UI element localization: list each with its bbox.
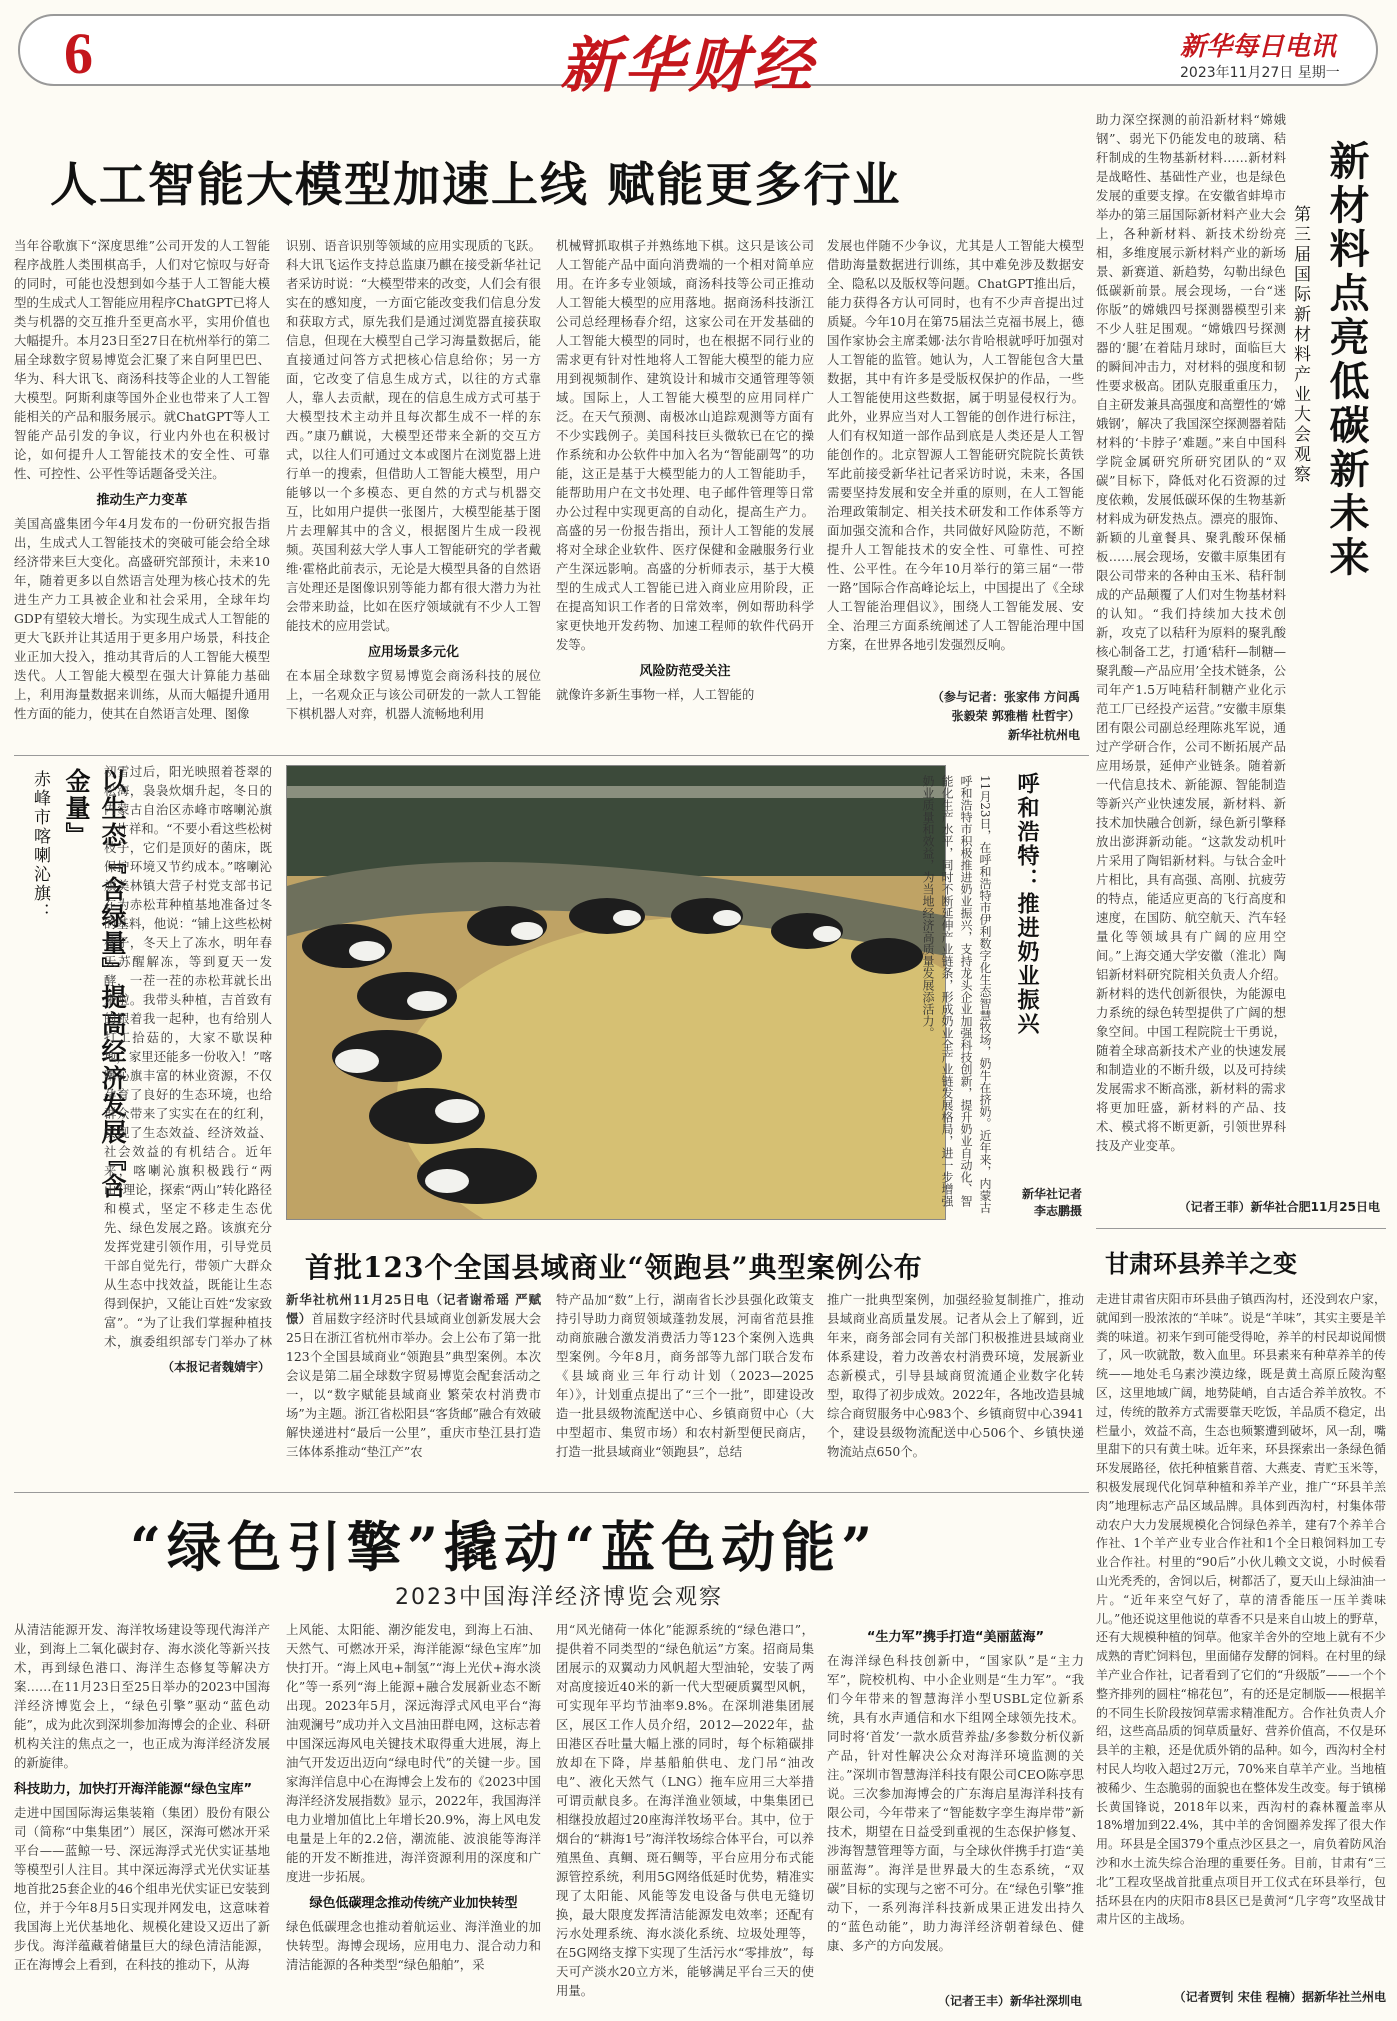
ocean-subheading: 科技助力，加快打开海洋能源“绿色宝库”: [14, 1782, 253, 1797]
ocean-column-2: 上风能、太阳能、潮汐能发电，到海上石油、天然气、可燃冰开采，海洋能源“绿色宝库”加快打开。“海上风电+制氢”“海上光伏+海水淡化”等一系列“海上能源+融合发展新业态不断出现。2023年5月，深远海浮式风电平台“海油观澜号”成功并入文昌油田群电网，这标志着中国深远海风电关键技术取得重大进展，海上油气开发迈出迈向“绿电时代”的关键一步。国家海洋信息中心在海博会上发布的《2023中国海洋经济发展指数》显示，2022年，我国海洋电力业增加值比上年增长20.9%，海上风电发电量是上年的2.2倍，潮流能、波浪能等海洋能的开发不断推进，海洋资源利用的深度和广度进一步拓展。 绿色低碳理念推动传统产业加快转型 绿色低碳理念也推动着航运业、海洋渔业的加快转型。海博会现场，应用电力、混合动力和清洁能源的各种类型“绿色船舶”，采: [286, 1622, 541, 1972]
sheep-body: 走进甘肃省庆阳市环县曲子镇西沟村，还没到农户家，就闻到一股浓浓的“羊味”。说是“羊味”，其实主要是羊粪的味道。初来乍到可能受得呛，养羊的村民却说闻惯了，风一吹就散，数入血里。环县素来有种草养羊的传统——地处毛乌素沙漠边缘，既是黄土高原丘陵沟壑区，这里地域广阔，地势陡峭，自古适合养羊放牧。不过，传统的散养方式需要靠天吃饭，羊品质不稳定，出栏量小，效益不高，生态也频繁遭到破坏，风一刮，嘴里甜下的只有黄土味。近年来，环县探索出一条绿色循环发展路径，依托种植紫苜蓿、大燕麦、青贮玉米等，积极发展现代化饲草种植和养羊产业，推广“环县羊羔肉”地理标志产品区域品牌。具体到西沟村，村集体带动农户大力发展规模化合饲绿色养羊，建有7个养羊合作社、1个羊产业专业合作社和1个全日粮饲料加工专业合作社。村里的“90后”小伙儿赖文文说，小时候看山光秃秃的，舍饲以后，树都活了，夏天山上绿油油一片。“近年来空气好了，草的清香能压一压羊粪味儿。”他还说这里他说的草香不只是来自山坡上的野草，还有大规模种植的饲草。他家羊舍外的空地上就有不少成熟的青贮饲料包，里面储存发酵的饲料。在村里的绿羊产业合作社，记者看到了它们的“升级版”——一个个整齐排列的圆柱“棉花包”，有的还是定制版——根据羊的不同生长阶段按饲草需求精准配方。合作社负责人介绍，这些高品质的饲草质量好、营养价值高，不仅是环县羊的主粮，还是优质外销的品种。如今，西沟村全村村民人均收入超过2万元，70%来自草羊产业。当地植被稀少、生态脆弱的面貌也在整体发生改变。每于镇梯长黄国锋说，2018年以来，西沟村的森林覆盖率从18%增加到22.4%，其中羊的舍饲圈养发挥了很大作用。环县是全国379个重点沙区县之一，肩负着防风治沙和水土流失综合治理的重要任务。目前，甘肃有“三北”工程攻坚战首批重点项目开工仪式在环县举行，包括环县在内的庆阳市8县区已是黄河“几字弯”攻坚战甘肃片区的主战场。: [1096, 1292, 1386, 1927]
ai-paragraph: 就像许多新生事物一样，人工智能的: [556, 687, 755, 702]
ai-paragraph: 发展也伴随不少争议，尤其是人工智能大模型借助海量数据进行训练，其中难免涉及数据安全、隐私以及版权等问题。ChatGPT推出后，能力获得各方认可同时，也有不少声音提出过质疑。今年10月在第75届法兰克福书展上，德国作家协会主席柔娜·法尔肯哈根就呼吁加强对人工智能的监管。她认为，人工智能包含大量数据，其中有许多是受版权保护的作品，一些人工智能使用这些数据，属于明显侵权行为。此外，业界应当对人工智能的创作进行标注，人们有权知道一部作品到底是人类还是人工智能创作的。北京智源人工智能研究院院长黄铁军此前接受新华社记者采访时说，未来，各国需要坚持发展和安全并重的原则，在人工智能治理政策制定、相关技术研发和工作体系等方面加强交流和合作，共同做好风险防范，不断提升人工智能技术的安全性、可靠性、可控性、公平性。在今年10月举行的第三届“一带一路”国际合作高峰论坛上，中国提出了《全球人工智能治理倡议》，围绕人工智能发展、安全、治理三方面系统阐述了人工智能治理中国方案，在世界各地引发强烈反响。: [827, 238, 1084, 652]
divider: [1096, 1228, 1386, 1229]
photo-credit: 新华社记者 李志鹏摄: [1021, 1187, 1082, 1218]
county-column-3: 推广一批典型案例，加强经验复制推广，推动县域商业高质量发展。记者从会上了解到，近年来，商务部会同有关部门积极推进县域商业体系建设，着力改善农村消费环境，发展新业态新模式，引导县域商贸流通企业数字化转型，取得了初步成效。2022年，各地改造县城综合商贸服务中心983个、乡镇商贸中心3941个，建设县级物流配送中心506个、乡镇快递物流站点650个。: [827, 1292, 1084, 1459]
dairy-title: 呼和浩特：推进奶业振兴: [1014, 772, 1040, 1036]
ocean-column-4: “生力军”携手打造“美丽蓝海” 在海洋绿色科技创新中，“国家队”是“主力军”，院校机构、中小企业则是“生力军”。“我们今年带来的智慧海洋小型USBL定位新系统，具有水声通信和水下组网全球领先技术。同时将‘首发’一款水质营养盐/多参数分析仪新产品，针对性解决公众对海洋环境监测的关注。”深圳市智慧海洋科技有限公司CEO陈亭思说。三次参加海博会的广东海启星海洋科技有限公司，今年带来了“智能数字孪生海岸带”新技术，期望在日益受到重视的生态保护修复、涉海智慧管理等方面，与全球伙伴携手打造“美丽蓝海”。海洋是世界最大的生态系统，“双碳”目标的实现与之密不可分。在“绿色引擎”推动下，一系列海洋科技新成果正进发出持久的“蓝色动能”，助力海洋经济朝着绿色、健康、多产的方向发展。: [827, 1620, 1084, 1990]
chifeng-body: 初雪过后，阳光映照着苍翠的松海，袅袅炊烟升起，冬日的内蒙古自治区赤峰市喀喇沁旗一片祥和。“不要小看这些松树枝子，它们是顶好的菌床，既保护环境又节约成本。”喀喇沁旗美林镇大营子村党支部书记在为赤松茸种植基地准备过冬的基料，他说：“铺上这些松树枝子，冬天上了冻水，明年春天苏醒解冻，等到夏天一发酵，一茬一茬的赤松茸就长出来啦。我带头种植，吉首致有的跟着我一起种，也有给别人打工拾菇的，大家不歇误种地，家里还能多一份收入！”喀喇沁旗丰富的林业资源，不仅孕育了良好的生态环境，也给群众带来了实实在在的红利，实现了生态效益、经济效益、社会效益的有机结合。近年来，喀喇沁旗积极践行“两山”理论，探索“两山”转化路径和模式，坚定不移走生态优先、绿色发展之路。该旗充分发挥党建引领作用，引导党员干部自觉先行，带领广大群众从生态中找效益，既能让生态得到保护，又能让百姓“发家致富”。“为了让我们掌握种植技术，旗委组织部专门举办了林: [104, 764, 272, 1349]
ocean-subheading: 绿色低碳理念推动传统产业加快转型: [309, 1896, 518, 1911]
materials-credit: （记者王菲）新华社合肥11月25日电: [1178, 1200, 1380, 1214]
ai-paragraph: 美国高盛集团今年4月发布的一份研究报告指出，生成式人工智能技术的突破可能会给全球经济带来巨大变化。高盛研究部预计，未来10年，随着更多以自然语言处理为核心技术的先进生产力工具被企业和社会采用，全球年均GDP有望较大增长。为实现生成式人工智能的更大飞跃并让其适用于更多用户场景，科技企业正加大投入，推动其背后的人工智能大模型迭代。人工智能大模型在强大计算能力基础上，利用海量数据来训练，从而大幅提升通用性方面的能力，使其在自然语言处理、图像: [14, 516, 270, 721]
ai-column-2: [286, 236, 541, 744]
county-column-1: 新华社杭州11月25日电（记者谢希瑶 严赋憬）首届数字经济时代县域商业创新发展大会25日在浙江省杭州市举办。会上公布了第一批123个全国县域商业“领跑县”典型案例。本次会议是第二届全球数字贸易博览会配套活动之一，以“数字赋能县域商业 繁荣农村消费市场”为主题。浙江省松阳县“客货邮”融合有效破解快递进村“最后一公里”，重庆市垫江县打造三体体系推动“垫江产”农: [286, 1292, 541, 1459]
page-number: 6: [64, 21, 93, 86]
chifeng-credit: （本报记者魏婧宇）: [161, 1360, 270, 1374]
materials-body: 助力深空探测的前沿新材料“嫦娥钢”、弱光下仍能发电的玻璃、秸秆制成的生物基新材料……新材料是战略性、基础性产业，也是绿色发展的重要支撑。在安徽省蚌埠市举办的第三届国际新材料产业大会上，各种新材料、新技术纷纷亮相，多维度展示新材料产业的新场景、新赛道、新趋势，勾勒出绿色低碳新前景。展会现场，一台“迷你版”的嫦娥四号探测器模型引来不少人驻足围观。“嫦娥四号探测器的‘腿’在着陆月球时，面临巨大的瞬间冲击力，对材料的强度和韧性要求极高。团队克服重重压力，自主研发兼具高强度和高塑性的‘嫦娥钢’，解决了我国深空探测器着陆材料的‘卡脖子’难题。”来自中国科学院金属研究所研究团队的“双碳”目标下，降低对化石资源的过度依赖，发展低碳环保的生物基新材料成为研发热点。漂亮的服饰、新颖的儿童餐具、聚乳酸环保桶板……展会现场，安徽丰原集团有限公司带来的各种由玉米、秸秆制成的产品颠覆了人们对生物基材料的认知。“我们持续加大技术创新，攻克了以秸秆为原料的聚乳酸核心制备工艺，打通‘秸秆—制糖—聚乳酸—产品应用’全技术链条，公司年产1.5万吨秸秆制糖产业化示范工厂已经投产运营。”安徽丰原集团有限公司副总经理陈兆军说，通过产学研合作，公司不断拓展产品应用场景，延伸产业链条。随着新一代信息技术、新能源、智能制造等新兴产业快速发展，新材料、新技术加快融合创新，绿色新引擎释放出澎湃新动能。“这款发动机叶片采用了陶铝新材料。与钛合金叶片相比，具有高强、高刚、抗疲劳的特点，能适应更高的飞行高度和速度，在国防、航空航天、汽车轻量化等领域具有广阔的应用空间。”上海交通大学安徽（淮北）陶铝新材料研究院相关负责人介绍。新材料的迭代创新很快，为能源电力系统的绿色转型提供了广阔的想象空间。中国工程院院士干勇说，随着全球高新技术产业的快速发展和制造业的不断升级，以及可持续发展需求不断高涨，新材料的需求将更加旺盛，新材料的产品、技术、模式将不断更新，引领世界科技及产业变革。: [1096, 112, 1286, 1153]
divider: [14, 755, 1089, 756]
ai-paragraph: 识别、语音识别等领域的应用实现质的飞跃。科大讯飞运作支持总监康乃麒在接受新华社记者采访时说：“大模型带来的改变，人们会有很实在的感知度，一方面它能改变我们信息分发和获取方式，原先我们是通过浏览器直接获取信息，但现在大模型自己学习海量数据后，能直接通过问答方式把核心信息给你；另一方面，它改变了信息生成方式，以往的方式靠人，靠人去贡献，现在的信息生成方式可基于大模型技术主动并且每次都生成不一样的东西。”康乃麒说，大模型还带来全新的交互方式，以往人们可通过文本或图片在浏览器上进行单一的搜索，但借助人工智能大模型，用户能够以一个多模态、更自然的方式与机器交互，比如用户提供一张图片，大模型能基于图片去理解其中的含义，根据图片生成一段视频。英国利兹大学人事人工智能研究的学者戴维·霍格此前表示，无论是大模型具备的自然语言处理还是图像识别等能力都有很大潜力为社会带来助益，比如在医疗领域就有不少人工智能技术的应用尝试。: [286, 238, 541, 633]
brand-name: 新华每日电讯: [1180, 32, 1337, 62]
ai-column-1: [14, 236, 270, 744]
county-title: 首批123个全国县域商业“领跑县”典型案例公布: [305, 1251, 923, 1284]
ai-paragraph: 在本届全球数字贸易博览会商汤科技的展位上，一名观众正与该公司研发的一款人工智能下棋机器人对弈，机器人流畅地利用: [286, 668, 541, 721]
ai-subheading: 风险防范受关注: [639, 664, 731, 679]
dairy-farm-photo: [286, 765, 946, 1220]
ai-article-title: 人工智能大模型加速上线 赋能更多行业: [50, 158, 902, 213]
ai-credit: （参与记者：张家伟 方问禹 张毅荣 郭雅楷 杜哲宇） 新华社杭州电: [931, 690, 1080, 742]
photo-illustration: [287, 766, 946, 1220]
masthead: 新华财经: [560, 31, 816, 101]
divider: [14, 1492, 1089, 1493]
ocean-title: “绿色引擎”撬动“蓝色动能”: [130, 1515, 879, 1579]
materials-subtitle: 第三届国际新材料产业大会观察: [1290, 205, 1310, 485]
sheep-credit: （记者贾钊 宋佳 程楠）据新华社兰州电: [1173, 1990, 1386, 2004]
photo-caption: 11月23日，在呼和浩特市伊利数字化生态智慧牧场，奶牛在挤奶。近年来，内蒙古呼和浩特市积极推进奶业振兴，支持龙头企业加强科技创新，提升奶业自动化、智能化生产水平，同时不断延伸产业链条，形成奶业全产业链发展格局，进一步增强奶业质量和效益，为当地经济高质量发展添活力。: [921, 775, 992, 1214]
ocean-column-3: 用“风光储荷一体化”能源系统的“绿色港口”，提供着不同类型的“绿色航运”方案。招商局集团展示的双翼动力风帆超大型油轮，安装了两对高度接近40米的新一代大型硬质翼型风帆，可实现年平均节油率9.8%。在深圳港集团展区，展区工作人员介绍，2012—2022年，盐田港区吞吐量大幅上涨的同时，每个标箱碳排放却在下降，岸基船舶供电、龙门吊“油改电”、液化天然气（LNG）拖车应用三大举措可谓贡献良多。在海洋渔业领域，中集集团已相继投放超过20座海洋牧场平台。其中，位于烟台的“耕海1号”海洋牧场综合体平台，可以养殖黑鱼、真鲷、斑石鲷等，平台应用分布式能源管控系统，利用5G网络低延时优势，精准实现了太阳能、风能等发电设备与供电无缝切换，最大限度发挥清洁能源发电效率；还配有污水处理系统、海水淡化系统、垃圾处理等，在5G网络支撑下实现了生活污水“零排放”，每天可产淡水20立方米，能够满足平台三天的使用量。: [556, 1622, 814, 1998]
ocean-subtitle: 2023中国海洋经济博览会观察: [395, 1585, 723, 1610]
sheep-title: 甘肃环县养羊之变: [1105, 1249, 1297, 1278]
county-column-2: 特产品加“数”上行，湖南省长沙县强化政策支持引导助力商贸领域蓬勃发展，河南省范县推动商旅融合激发消费活力等123个案例入选典型案例。今年8月，商务部等九部门联合发布《县域商业三年行动计划（2023—2025年）》，计划重点提出了“三个一批”，即建设改造一批县级物流配送中心、乡镇商贸中心（大中型超市、集贸市场）和农村新型便民商店，打造一批县域商业“领跑县”，总结: [556, 1292, 814, 1459]
ai-column-4: [827, 236, 1084, 688]
ai-paragraph: 当年谷歌旗下“深度思维”公司开发的人工智能程序战胜人类围棋高手，人们对它惊叹与好奇的同时，可能也没想到如今基于人工智能大模型的生成式人工智能应用程序ChatGPT已将人类与机器的交互推升至更高水平，实用价值也大幅提升。本月23日至27日在杭州举行的第二届全球数字贸易博览会汇聚了来自阿里巴巴、华为、科大讯飞、商汤科技等企业的人工智能大模型。阿斯利康等国外企业也带来了人工智能相关的产品和服务展示。就ChatGPT等人工智能产品引发的争议，行业内外也在积极讨论，如何提升人工智能技术的安全性、可靠性、可控性、公平性等话题备受关注。: [14, 238, 270, 481]
chifeng-location: 赤峰市喀喇沁旗：: [30, 770, 50, 922]
chifeng-title: 以生态『含绿量』提高经济发展『含金量』: [62, 768, 127, 1200]
ai-subheading: 推动生产力变革: [96, 493, 188, 508]
ocean-column-1: 从清洁能源开发、海洋牧场建设等现代海洋产业，到海上二氧化碳封存、海水淡化等新兴技术，再到绿色港口、海洋生态修复等解决方案……在11月23日至25日举办的2023中国海洋经济博览会上，“绿色引擎”驱动“蓝色动能”，成为此次到深圳参加海博会的企业、科研机构关注的焦点之一，也正成为海洋经济发展的新旋律。 科技助力，加快打开海洋能源“绿色宝库” 走进中国国际海运集装箱（集团）股份有限公司（简称“中集集团”）展区，深海可燃冰开采平台——蓝鲸一号、深远海浮式光伏实证基地等模型引人注目。其中深远海浮式光伏实证基地首批25套企业的46个组串光伏实证已安装到位，并于今年8月5日实现并网发电，这意味着我国海上光伏基地化、规模化建设又迈出了新步伐。海洋蕴藏着储量巨大的绿色清洁能源，正在海博会上看到，在科技的推动下，从海: [14, 1622, 270, 1972]
materials-title: 新材料点亮低碳新未来: [1323, 140, 1370, 580]
ai-subheading: 应用场景多元化: [367, 645, 459, 660]
ocean-credit: （记者王丰）新华社深圳电: [937, 1994, 1082, 2008]
ocean-subheading: “生力军”携手打造“美丽蓝海”: [866, 1630, 1045, 1645]
issue-date: 2023年11月27日 星期一: [1180, 65, 1340, 81]
ai-paragraph: 机械臂抓取棋子并熟练地下棋。这只是该公司人工智能产品中面向消费端的一个相对简单应用。在许多专业领域，商汤科技等公司正推动人工智能大模型的应用落地。据商汤科技浙江公司总经理杨春介绍，这家公司在开发基础的人工智能大模型的同时，也在根据不同行业的需求更有针对性地将人工智能大模型的能力应用到视频制作、建筑设计和城市交通管理等领域。国际上，人工智能大模型的应用同样广泛。在天气预测、南极冰山追踪观测等方面有不少实践例子。美国科技巨头微软已在它的操作系统和办公软件中加入名为“智能副驾”的功能，这正是基于大模型能力的人工智能助手，能帮助用户在文书处理、电子邮件管理等日常办公过程中实现更高的自动化，提高生产力。高盛的另一份报告指出，预计人工智能的发展将对全球企业软件、医疗保健和金融服务行业产生深远影响。高盛的分析师表示，基于大模型的生成式人工智能已进入商业应用阶段，正在提高知识工作者的日常效率，例如帮助科学家更快地开发药物、加速工程师的软件代码开发等。: [556, 238, 814, 652]
ai-column-3: [556, 236, 814, 744]
